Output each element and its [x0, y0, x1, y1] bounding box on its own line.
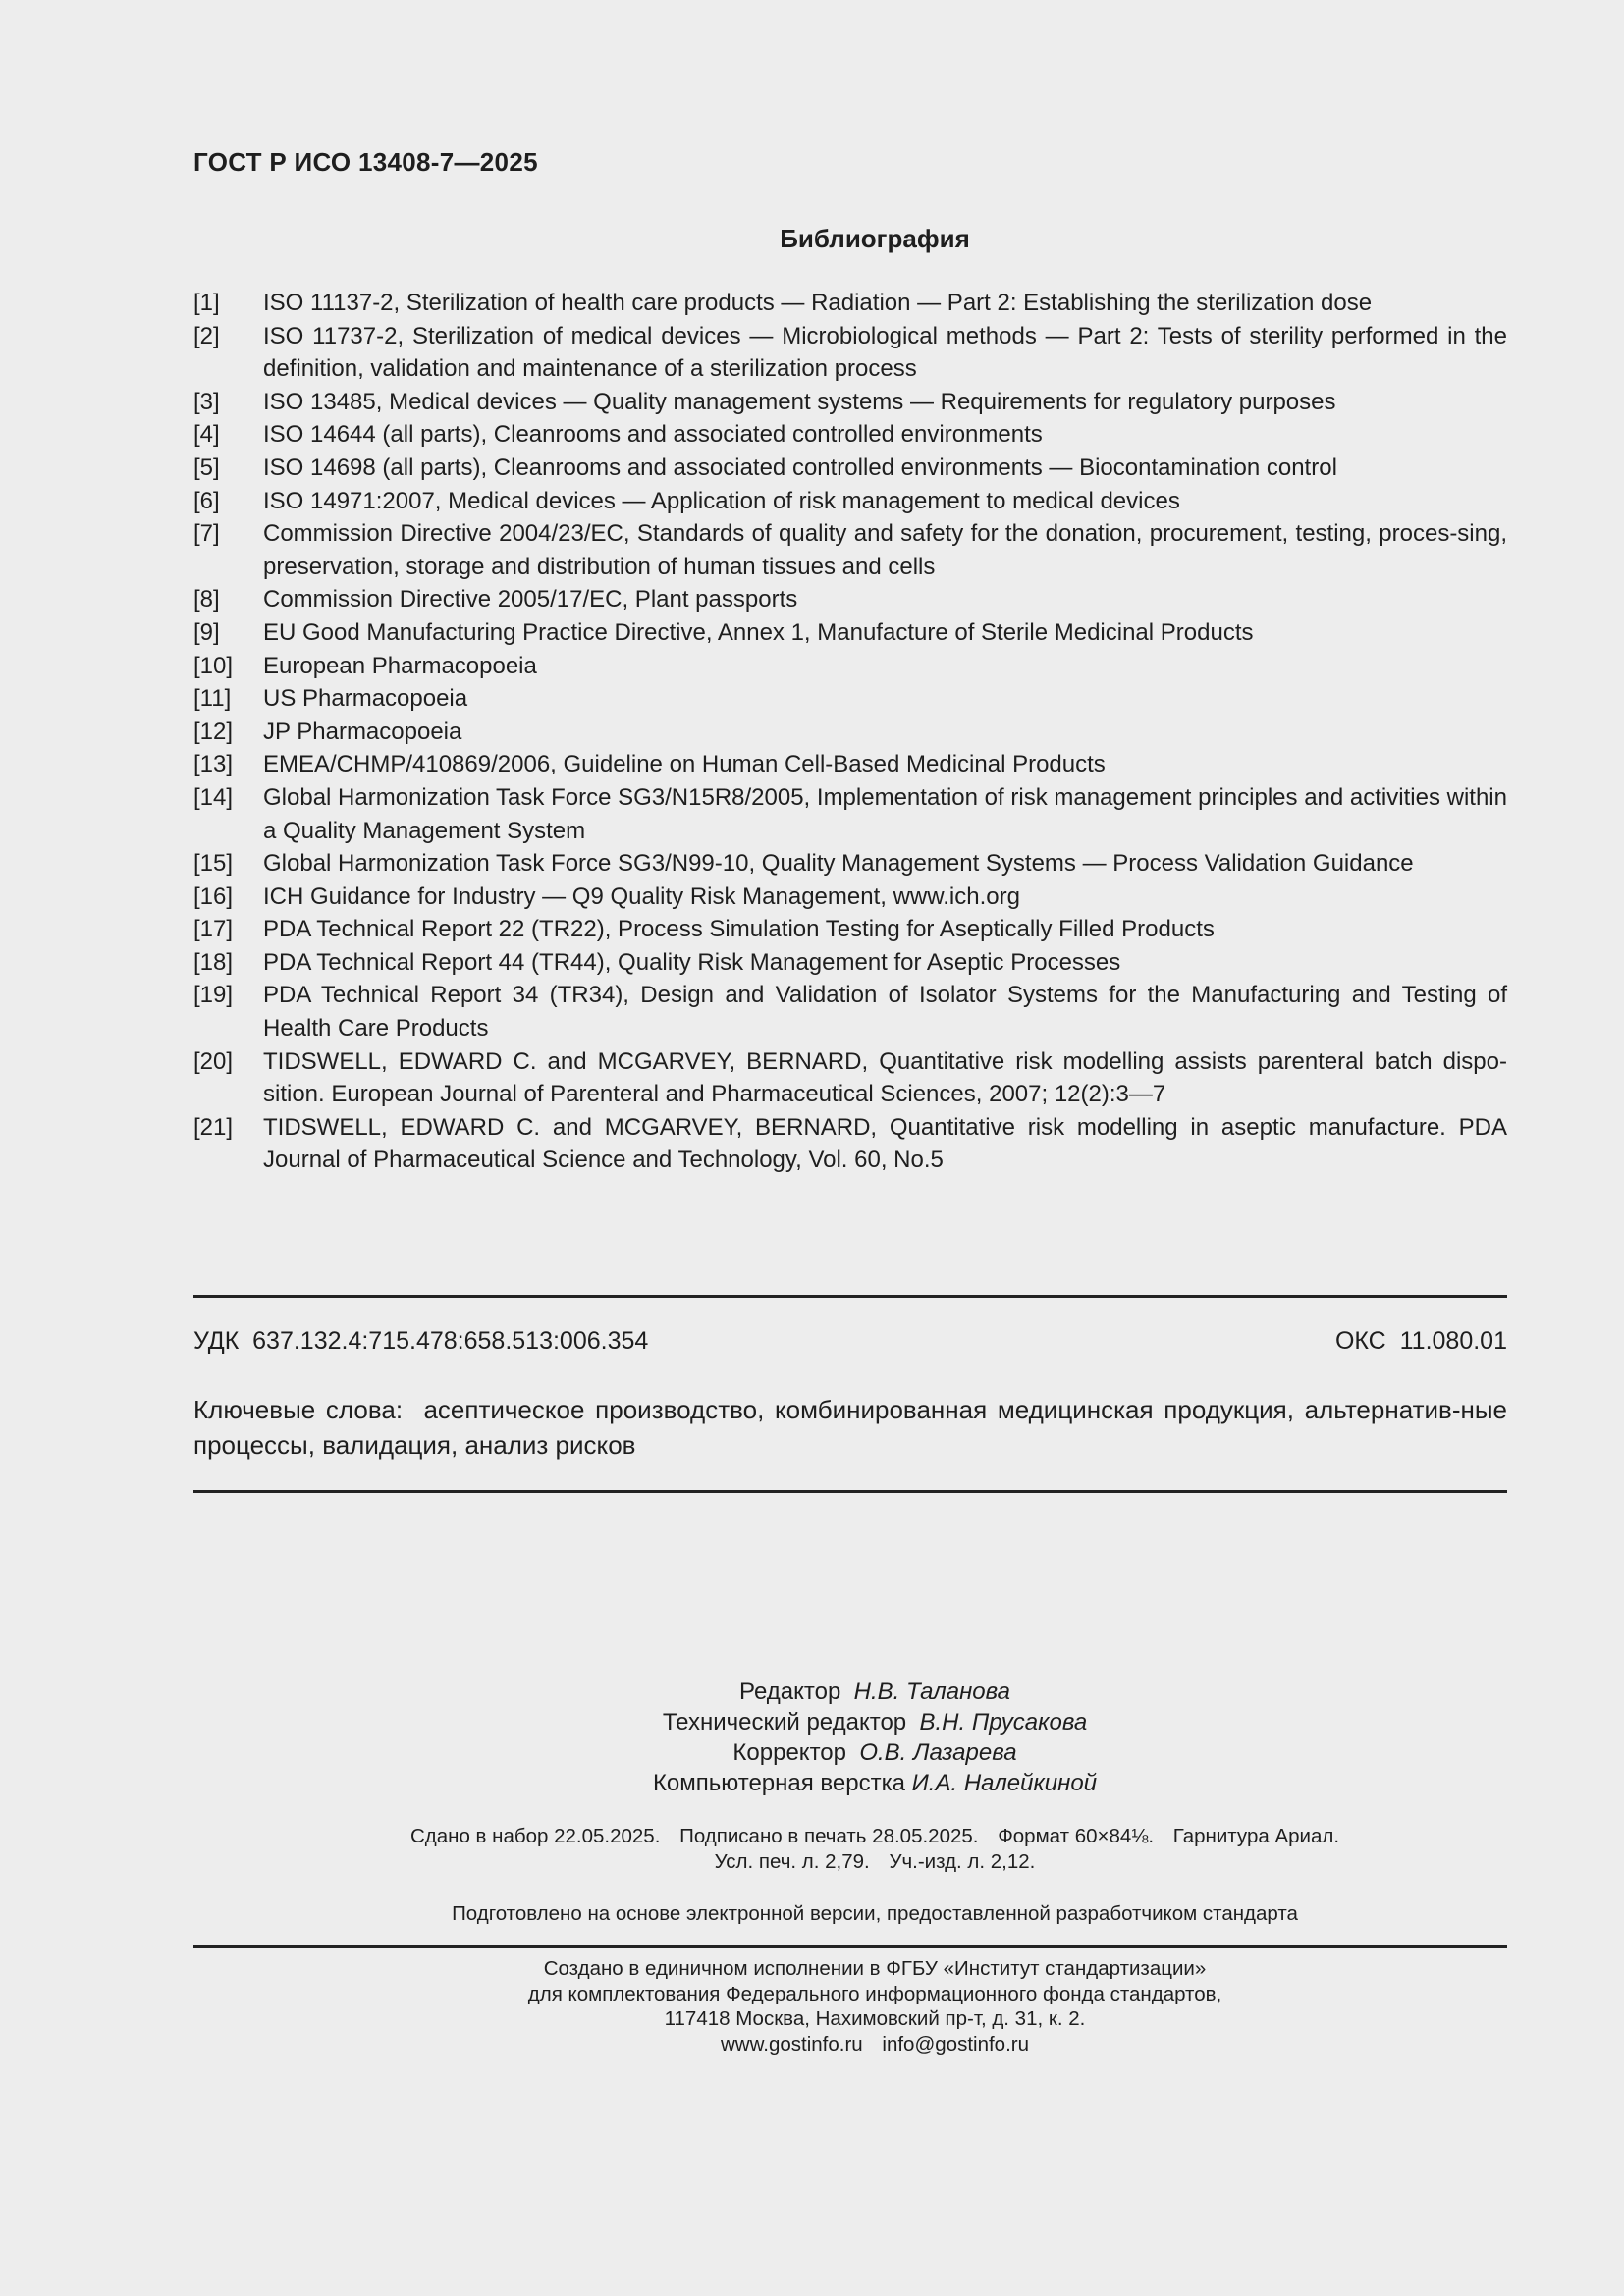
bibliography-item: [193, 287, 1507, 320]
credit-name: В.Н. Прусакова: [919, 1709, 1088, 1735]
credit-label: Компьютерная верстка: [652, 1770, 905, 1796]
reference-text: ISO 11737-2, Sterilization of medical devices — Microbiological methods — Part 2: Tests of sterility performed in the definition, validation and maintenance of a sterilization process: [263, 322, 1507, 383]
typeface: Гарнитура Ариал.: [1172, 1825, 1340, 1847]
reference-number: [10]: [193, 652, 234, 679]
bibliography-item: [193, 650, 1507, 683]
reference-text: ICH Guidance for Industry — Q9 Quality Risk Management, www.ich.org: [263, 882, 1020, 910]
bibliography-item: [193, 682, 1507, 716]
bibliography-item: [193, 781, 1507, 847]
credit-name: Н.В. Таланова: [853, 1679, 1010, 1705]
oks-code: ОКС 11.080.01: [1334, 1327, 1507, 1355]
reference-text: TIDSWELL, EDWARD C. and MCGARVEY, BERNARD, Quantitative risk modelling in aseptic manufacture. PDA Journal of Pharmaceutical Science and Technology, Vol. 60, No.5: [263, 1113, 1507, 1174]
reference-number: [6]: [193, 487, 220, 514]
bibliography-title: Библиография: [780, 224, 970, 253]
reference-text: PDA Technical Report 34 (TR34), Design and Validation of Isolator Systems for the Manufacturing and Testing of Health Care Products: [263, 982, 1507, 1042]
credit-editor: [243, 1677, 1507, 1707]
keywords: [193, 1392, 1507, 1463]
reference-number: [17]: [193, 916, 234, 943]
reference-number: [12]: [193, 718, 234, 745]
bibliography-item: [193, 418, 1507, 452]
bibliography-item: [193, 485, 1507, 518]
prepared-note: Подготовлено на основе электронной версии, предоставленной разработчиком стандарта: [452, 1902, 1298, 1925]
paper-format: Формат 60×84⅛.: [998, 1825, 1155, 1847]
bibliography-item: [193, 1111, 1507, 1177]
footer-divider: [193, 1945, 1507, 1948]
bibliography-item: [193, 881, 1507, 914]
credit-label: Технический редактор: [662, 1709, 907, 1735]
udk-code: УДК 637.132.4:715.478:658.513:006.354: [193, 1327, 649, 1355]
reference-number: [13]: [193, 751, 234, 778]
publisher-info: [193, 1956, 1507, 2056]
credit-proofreader: [243, 1737, 1507, 1768]
signed-date: Подписано в печать 28.05.2025.: [679, 1825, 979, 1847]
keywords-text: асептическое производство, комбинированная медицинская продукция, альтернатив-ные процессы, валидация, анализ рисков: [193, 1395, 1508, 1460]
publisher-sheets: Уч.-изд. л. 2,12.: [889, 1850, 1036, 1873]
reference-text: ISO 14644 (all parts), Cleanrooms and associated controlled environments: [263, 421, 1043, 449]
reference-number: [18]: [193, 948, 234, 976]
reference-text: JP Pharmacopoeia: [263, 718, 462, 745]
contact-line: [243, 2032, 1507, 2057]
publisher-address: 117418 Москва, Нахимовский пр-т, д. 31, к. 2.: [664, 2007, 1086, 2030]
reference-number: [14]: [193, 783, 234, 811]
reference-number: [9]: [193, 618, 220, 646]
credit-name: О.В. Лазарева: [859, 1739, 1017, 1766]
bibliography-item: [193, 583, 1507, 616]
reference-text: Global Harmonization Task Force SG3/N99-10, Quality Management Systems — Process Validation Guidance: [263, 850, 1414, 878]
print-sheets: Усл. печ. л. 2,79.: [714, 1850, 870, 1873]
bibliography-item: [193, 1045, 1507, 1111]
reference-text: Global Harmonization Task Force SG3/N15R8/2005, Implementation of risk management principles and activities within a Quality Management System: [263, 783, 1507, 844]
reference-number: [15]: [193, 850, 234, 878]
reference-text: EMEA/CHMP/410869/2006, Guideline on Human Cell-Based Medicinal Products: [263, 751, 1106, 778]
credit-tech-editor: [243, 1707, 1507, 1737]
email-link[interactable]: info@gostinfo.ru: [882, 2032, 1029, 2056]
created-line-2: для комплектования Федерального информационного фонда стандартов,: [527, 1982, 1222, 2005]
reference-number: [4]: [193, 421, 220, 449]
bibliography-item: [193, 979, 1507, 1044]
reference-number: [1]: [193, 290, 220, 316]
created-line-1: Создано в единичном исполнении в ФГБУ «Институт стандартизации»: [543, 1957, 1207, 1980]
bibliography-item: [193, 616, 1507, 650]
bibliography-item: [193, 716, 1507, 749]
reference-number: [11]: [193, 685, 232, 713]
bibliography-item: [193, 452, 1507, 485]
reference-number: [20]: [193, 1047, 234, 1075]
reference-text: ISO 14698 (all parts), Cleanrooms and associated controlled environments — Biocontamination control: [263, 454, 1337, 481]
reference-text: PDA Technical Report 44 (TR44), Quality Risk Management for Aseptic Processes: [263, 948, 1121, 976]
reference-text: ISO 13485, Medical devices — Quality management systems — Requirements for regulatory purposes: [263, 388, 1336, 415]
reference-text: TIDSWELL, EDWARD C. and MCGARVEY, BERNARD, Quantitative risk modelling assists parenteral batch dispo-sition. European Journal of Parenteral and Pharmaceutical Sciences, 2007; 12(2):3—7: [263, 1047, 1507, 1108]
submitted-date: Сдано в набор 22.05.2025.: [409, 1825, 661, 1847]
reference-text: ISO 11137-2, Sterilization of health care products — Radiation — Part 2: Establishing the sterilization dose: [263, 290, 1373, 316]
reference-number: [8]: [193, 586, 220, 614]
bibliography-item: [193, 517, 1507, 583]
reference-text: European Pharmacopoeia: [263, 652, 537, 679]
reference-text: Commission Directive 2004/23/EC, Standards of quality and safety for the donation, procurement, testing, proces-sing, preservation, storage and distribution of human tissues and cells: [263, 520, 1507, 580]
bibliography-item: [193, 386, 1507, 419]
reference-text: Commission Directive 2005/17/EC, Plant passports: [263, 586, 798, 614]
website-link[interactable]: www.gostinfo.ru: [721, 2032, 863, 2056]
bibliography-item: [193, 748, 1507, 781]
credit-label: Корректор: [732, 1739, 846, 1766]
credit-layout: [243, 1768, 1507, 1798]
reference-number: [19]: [193, 982, 234, 1009]
bibliography-item: [193, 946, 1507, 980]
print-info: [193, 1824, 1507, 1875]
credit-name: И.А. Налейкиной: [911, 1770, 1098, 1796]
standard-code: ГОСТ Р ИСО 13408-7—2025: [193, 147, 538, 177]
bibliography-list: [193, 287, 1507, 1177]
reference-text: EU Good Manufacturing Practice Directive, Annex 1, Manufacture of Sterile Medicinal Products: [263, 618, 1254, 646]
bibliography-item: [193, 320, 1507, 386]
reference-text: PDA Technical Report 22 (TR22), Process Simulation Testing for Aseptically Filled Products: [263, 916, 1215, 943]
reference-number: [7]: [193, 520, 220, 548]
print-info-line2: [243, 1849, 1507, 1875]
bibliography-item: [193, 913, 1507, 946]
classification-row: [193, 1327, 1507, 1356]
reference-number: [5]: [193, 454, 220, 481]
reference-text: ISO 14971:2007, Medical devices — Application of risk management to medical devices: [263, 487, 1180, 514]
keywords-label: Ключевые слова:: [193, 1395, 404, 1424]
reference-number: [3]: [193, 388, 220, 415]
reference-number: [21]: [193, 1113, 234, 1141]
keywords-divider: [193, 1490, 1507, 1493]
reference-number: [2]: [193, 322, 220, 349]
bibliography-item: [193, 847, 1507, 881]
top-divider: [193, 1295, 1507, 1298]
reference-text: US Pharmacopoeia: [263, 685, 468, 713]
credit-label: Редактор: [739, 1679, 841, 1705]
reference-number: [16]: [193, 882, 234, 910]
print-info-line1: [243, 1824, 1507, 1849]
credits-block: [193, 1677, 1507, 1798]
